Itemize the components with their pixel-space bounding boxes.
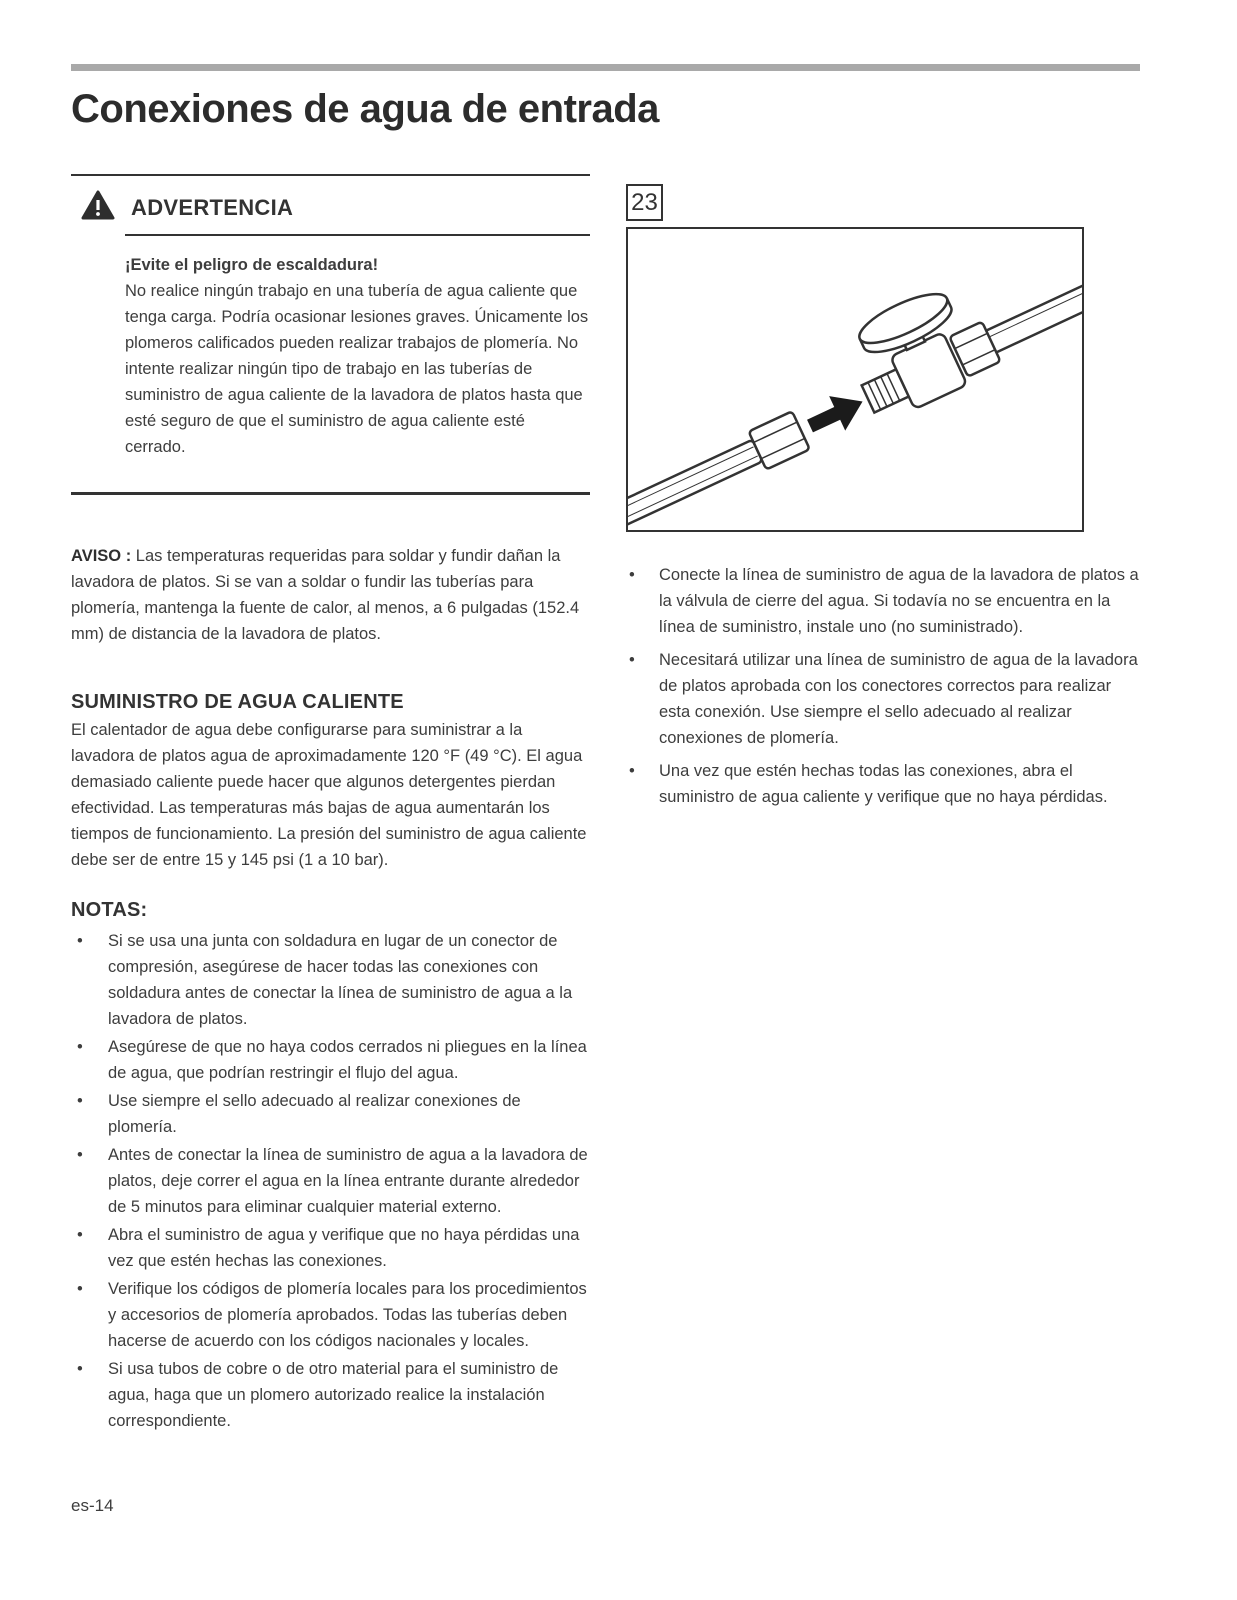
- note-item: • Verifique los códigos de plomería locales para los procedimientos y accesorios de plomería aprobados. Todas las tuberías deben hacerse de acuerdo con los códigos nacionales y locales.: [71, 1276, 590, 1354]
- connection-step: • Necesitará utilizar una línea de suministro de agua de la lavadora de platos aprobada con los conectores correctos para realizar esta conexión. Use siempre el sello adecuado al realizar conexiones de plomería.: [626, 647, 1140, 751]
- right-column: [626, 174, 1140, 817]
- warning-divider: [125, 234, 590, 236]
- note-item: • Si se usa una junta con soldadura en lugar de un conector de compresión, asegúrese de hacer todas las conexiones con soldadura antes de conectar la línea de suministro de agua a la lavadora de platos.: [71, 928, 590, 1032]
- note-item: • Asegúrese de que no haya codos cerrados ni pliegues en la línea de agua, que podrían restringir el flujo del agua.: [71, 1034, 590, 1086]
- water-valve-illustration: [628, 229, 1082, 530]
- section-heading-hot-water-supply: SUMINISTRO DE AGUA CALIENTE: [71, 691, 404, 713]
- warning-header: [71, 190, 590, 226]
- notice-text: Las temperaturas requeridas para soldar y fundir dañan la lavadora de platos. Si se van a soldar o fundir las tuberías para plomería, mantenga la fuente de calor, al menos, a 6 pulgadas (152.4 mm) de distancia de la lavadora de platos.: [71, 547, 580, 643]
- connection-step: • Una vez que estén hechas todas las conexiones, abra el suministro de agua caliente y verifique que no haya pérdidas.: [626, 758, 1140, 810]
- note-item: • Use siempre el sello adecuado al realizar conexiones de plomería.: [71, 1088, 590, 1140]
- note-item: • Abra el suministro de agua y verifique que no haya pérdidas una vez que estén hechas las conexiones.: [71, 1222, 590, 1274]
- warning-subtitle: ¡Evite el peligro de escaldadura!: [125, 256, 379, 274]
- figure-number-badge: 23: [626, 184, 663, 221]
- hot-water-supply-text: El calentador de agua debe configurarse para suministrar a la lavadora de platos agua de aproximadamente 120 °F (49 °C). El agua demasiado caliente puede hacer que algunos detergentes pierdan efectividad. Las temperaturas más bajas de agua aumentarán los tiempos de funcionamiento. La presión del suministro de agua caliente debe ser de entre 15 y 145 psi (1 a 10 bar).: [71, 721, 587, 869]
- warning-icon: [81, 190, 115, 226]
- notice-paragraph: [71, 543, 590, 647]
- content-columns: [71, 174, 1140, 1436]
- connection-arrow: [802, 384, 871, 443]
- note-item: • Si usa tubos de cobre o de otro material para el suministro de agua, haga que un plomero autorizado realice la instalación correspondiente.: [71, 1356, 590, 1434]
- connection-step: • Conecte la línea de suministro de agua de la lavadora de platos a la válvula de cierre del agua. Si todavía no se encuentra en la línea de suministro, instale uno (no suministrado).: [626, 562, 1140, 640]
- figure-frame: [626, 227, 1084, 532]
- header-rule: [71, 64, 1140, 71]
- supply-hose: [628, 440, 763, 530]
- warning-title: ADVERTENCIA: [131, 195, 294, 220]
- page-footer: es-14: [71, 1496, 114, 1515]
- warning-box: [71, 174, 590, 495]
- notes-list: [71, 928, 590, 1434]
- page-title: Conexiones de agua de entrada: [71, 87, 659, 131]
- section-heading-notes: NOTAS:: [71, 899, 148, 921]
- warning-body: [71, 252, 590, 460]
- note-item: • Antes de conectar la línea de suministro de agua a la lavadora de platos, deje correr el agua en la línea entrante durante alrededor de 5 minutos para eliminar cualquier material externo.: [71, 1142, 590, 1220]
- left-column: [71, 174, 590, 1436]
- notice-label: AVISO :: [71, 547, 132, 565]
- warning-text: No realice ningún trabajo en una tubería de agua caliente que tenga carga. Podría ocasionar lesiones graves. Únicamente los plomeros calificados pueden realizar trabajos de plomería. No intente realizar ningún tipo de trabajo en las tuberías de suministro de agua caliente de la lavadora de platos hasta que esté seguro de que el suministro de agua caliente esté cerrado.: [125, 282, 589, 456]
- figure-23: [626, 184, 1140, 532]
- connection-steps-list: [626, 562, 1140, 810]
